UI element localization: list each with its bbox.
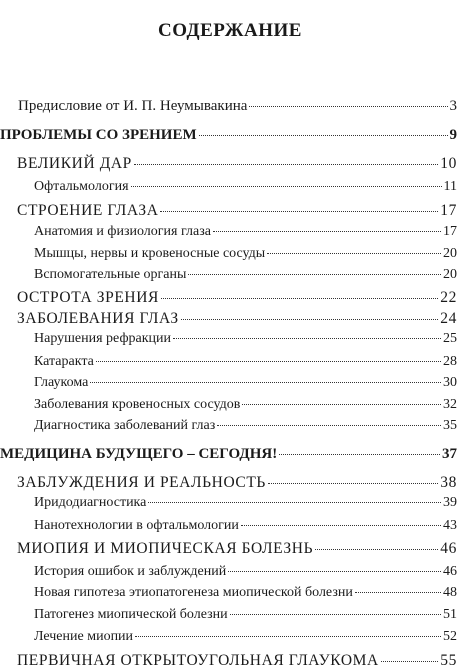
toc-entry-title: Лечение миопии bbox=[34, 629, 134, 644]
dot-leader bbox=[241, 525, 441, 526]
toc-page-number: 38 bbox=[440, 474, 457, 491]
toc-page-number: 32 bbox=[443, 397, 457, 412]
toc-page-number: 28 bbox=[443, 354, 457, 369]
toc-entry-title: Нарушения рефракции bbox=[34, 331, 172, 346]
toc-entry bbox=[34, 179, 457, 195]
toc-entry bbox=[34, 495, 457, 511]
dot-leader bbox=[90, 382, 441, 383]
toc-page-number: 30 bbox=[443, 375, 457, 390]
toc-entry-title: ЗАБЛУЖДЕНИЯ И РЕАЛЬНОСТЬ bbox=[17, 474, 266, 491]
toc-entry-title: Нанотехнологии в офтальмологии bbox=[34, 518, 239, 533]
dot-leader bbox=[160, 211, 438, 212]
toc-entry-title: Глаукома bbox=[34, 375, 89, 390]
toc-page-number: 20 bbox=[443, 246, 457, 261]
toc-entry-title: ПЕРВИЧНАЯ ОТКРЫТОУГОЛЬНАЯ ГЛАУКОМА bbox=[17, 652, 379, 669]
toc-entry-title: Патогенез миопической болезни bbox=[34, 607, 228, 622]
toc-entry-title: Катаракта bbox=[34, 354, 94, 369]
toc-page-number: 39 bbox=[443, 495, 457, 510]
toc-entry bbox=[34, 418, 457, 434]
toc-entry-title: МЕДИЦИНА БУДУЩЕГО – СЕГОДНЯ! bbox=[0, 446, 278, 462]
dot-leader bbox=[199, 135, 448, 136]
toc-page-number: 51 bbox=[443, 607, 457, 622]
toc-page-number: 22 bbox=[440, 289, 457, 306]
toc-entry bbox=[17, 289, 457, 307]
toc-entry bbox=[17, 652, 457, 670]
toc-page-number: 37 bbox=[442, 446, 457, 462]
toc-entry-title: История ошибок и заблуждений bbox=[34, 564, 227, 579]
toc-entry-title: Заболевания кровеносных сосудов bbox=[34, 397, 241, 412]
toc-entry bbox=[34, 629, 457, 645]
toc-entry-title: ОСТРОТА ЗРЕНИЯ bbox=[17, 289, 159, 306]
dot-leader bbox=[131, 186, 442, 187]
dot-leader bbox=[217, 425, 441, 426]
dot-leader bbox=[173, 338, 441, 339]
toc-entry bbox=[34, 246, 457, 262]
dot-leader bbox=[135, 636, 441, 637]
dot-leader bbox=[381, 661, 438, 662]
toc-entry-title: Диагностика заболеваний глаз bbox=[34, 418, 216, 433]
toc-entry bbox=[34, 224, 457, 240]
dot-leader bbox=[213, 231, 441, 232]
dot-leader bbox=[228, 571, 441, 572]
toc-page-number: 35 bbox=[443, 418, 457, 433]
dot-leader bbox=[161, 298, 438, 299]
toc-entry-title: Предисловие от И. П. Неумывакина bbox=[18, 98, 248, 114]
toc-entry-title: Новая гипотеза этиопатогенеза миопической болезни bbox=[34, 585, 353, 600]
dot-leader bbox=[96, 361, 441, 362]
toc-page-number: 48 bbox=[443, 585, 457, 600]
dot-leader bbox=[355, 592, 441, 593]
toc-page-number: 55 bbox=[440, 652, 457, 669]
toc-entry bbox=[34, 397, 457, 413]
dot-leader bbox=[315, 549, 438, 550]
toc-entry-title: МИОПИЯ И МИОПИЧЕСКАЯ БОЛЕЗНЬ bbox=[17, 540, 314, 557]
toc-entry bbox=[0, 446, 457, 463]
page-title: СОДЕРЖАНИЕ bbox=[158, 20, 302, 41]
toc-page-number: 17 bbox=[443, 224, 457, 239]
toc-entry bbox=[34, 564, 457, 580]
toc-page-number: 46 bbox=[443, 564, 457, 579]
toc-entry bbox=[34, 585, 457, 601]
toc-entry bbox=[34, 331, 457, 347]
toc-page-number: 10 bbox=[440, 155, 457, 172]
toc-entry bbox=[18, 98, 457, 115]
dot-leader bbox=[134, 164, 438, 165]
toc-entry bbox=[34, 267, 457, 283]
toc-entry bbox=[17, 540, 457, 558]
toc-entry bbox=[17, 474, 457, 492]
toc-entry bbox=[34, 607, 457, 623]
toc-page-number: 25 bbox=[443, 331, 457, 346]
dot-leader bbox=[242, 404, 441, 405]
toc-page-number: 24 bbox=[440, 310, 457, 327]
toc-page-number: 9 bbox=[449, 127, 457, 143]
toc-page-number: 11 bbox=[443, 179, 457, 194]
toc-entry bbox=[34, 518, 457, 534]
toc-entry-title: Анатомия и физиология глаза bbox=[34, 224, 211, 239]
toc-entry-title: Иридодиагностика bbox=[34, 495, 147, 510]
toc-entry bbox=[34, 354, 457, 370]
dot-leader bbox=[249, 106, 447, 107]
toc-entry-title: Офтальмология bbox=[34, 179, 129, 194]
dot-leader bbox=[268, 483, 438, 484]
toc-page-number: 46 bbox=[440, 540, 457, 557]
toc-entry bbox=[0, 127, 457, 144]
toc-entry bbox=[17, 310, 457, 328]
toc-entry-title: ЗАБОЛЕВАНИЯ ГЛАЗ bbox=[17, 310, 179, 327]
toc-entry bbox=[34, 375, 457, 391]
toc-entry bbox=[17, 202, 457, 220]
toc-page-number: 43 bbox=[443, 518, 457, 533]
toc-entry-title: ПРОБЛЕМЫ СО ЗРЕНИЕМ bbox=[0, 127, 197, 143]
dot-leader bbox=[267, 253, 441, 254]
toc-entry bbox=[17, 155, 457, 173]
toc-entry-title: ВЕЛИКИЙ ДАР bbox=[17, 155, 132, 172]
dot-leader bbox=[230, 614, 441, 615]
dot-leader bbox=[279, 454, 440, 455]
toc-page-number: 3 bbox=[449, 98, 457, 114]
dot-leader bbox=[148, 502, 441, 503]
dot-leader bbox=[181, 319, 439, 320]
dot-leader bbox=[188, 274, 441, 275]
toc-page-number: 17 bbox=[440, 202, 457, 219]
toc-page-number: 20 bbox=[443, 267, 457, 282]
toc-page-number: 52 bbox=[443, 629, 457, 644]
toc-entry-title: СТРОЕНИЕ ГЛАЗА bbox=[17, 202, 159, 219]
toc-entry-title: Вспомогательные органы bbox=[34, 267, 187, 282]
toc-entry-title: Мышцы, нервы и кровеносные сосуды bbox=[34, 246, 266, 261]
